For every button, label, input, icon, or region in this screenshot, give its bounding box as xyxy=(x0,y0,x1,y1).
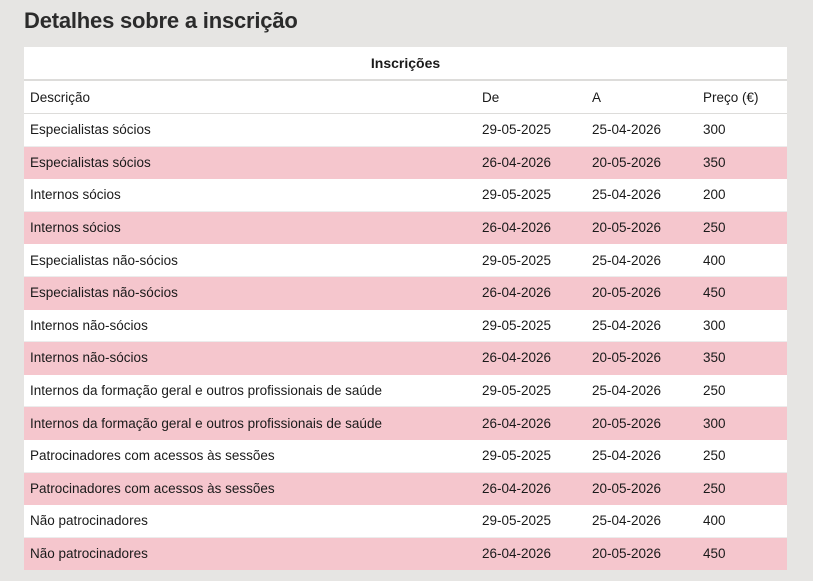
table-header-row xyxy=(24,80,787,114)
cell-to: 25-04-2026 xyxy=(592,187,662,203)
cell-from: 26-04-2026 xyxy=(482,546,552,562)
cell-from: 29-05-2025 xyxy=(482,448,552,464)
table-row xyxy=(24,211,787,244)
cell-to: 20-05-2026 xyxy=(592,546,662,562)
cell-from: 26-04-2026 xyxy=(482,285,552,301)
cell-description: Internos não-sócios xyxy=(30,350,148,366)
cell-description: Não patrocinadores xyxy=(30,513,148,529)
cell-price: 300 xyxy=(703,415,726,431)
cell-description: Especialistas sócios xyxy=(30,154,151,170)
table-row xyxy=(24,309,787,342)
cell-to: 25-04-2026 xyxy=(592,383,662,399)
header-to: A xyxy=(586,80,697,114)
cell-price: 350 xyxy=(703,350,726,366)
cell-price: 300 xyxy=(703,122,726,138)
cell-description: Não patrocinadores xyxy=(30,546,148,562)
cell-price: 250 xyxy=(703,448,726,464)
registration-panel xyxy=(24,47,787,570)
cell-price: 400 xyxy=(703,252,726,268)
cell-description: Patrocinadores com acessos às sessões xyxy=(30,480,275,496)
cell-to: 20-05-2026 xyxy=(592,480,662,496)
cell-price: 250 xyxy=(703,383,726,399)
cell-price: 450 xyxy=(703,285,726,301)
cell-from: 29-05-2025 xyxy=(482,317,552,333)
table-row xyxy=(24,537,787,570)
table-row xyxy=(24,342,787,375)
table-row xyxy=(24,407,787,440)
table-row xyxy=(24,505,787,538)
cell-to: 20-05-2026 xyxy=(592,220,662,236)
cell-price: 250 xyxy=(703,220,726,236)
table-caption: Inscrições xyxy=(24,47,787,80)
cell-description: Internos da formação geral e outros profissionais de saúde xyxy=(30,415,382,431)
page-title: Detalhes sobre a inscrição xyxy=(24,8,298,33)
table-row xyxy=(24,374,787,407)
cell-to: 20-05-2026 xyxy=(592,415,662,431)
table-caption-row xyxy=(24,47,787,80)
cell-from: 29-05-2025 xyxy=(482,383,552,399)
cell-description: Especialistas sócios xyxy=(30,122,151,138)
table-row xyxy=(24,244,787,277)
cell-from: 26-04-2026 xyxy=(482,220,552,236)
cell-to: 25-04-2026 xyxy=(592,317,662,333)
cell-to: 20-05-2026 xyxy=(592,350,662,366)
cell-description: Especialistas não-sócios xyxy=(30,285,178,301)
cell-description: Internos da formação geral e outros profissionais de saúde xyxy=(30,383,382,399)
header-description: Descrição xyxy=(24,80,476,114)
cell-description: Internos sócios xyxy=(30,187,121,203)
cell-from: 26-04-2026 xyxy=(482,415,552,431)
cell-price: 250 xyxy=(703,480,726,496)
table-row xyxy=(24,114,787,147)
cell-description: Patrocinadores com acessos às sessões xyxy=(30,448,275,464)
cell-to: 25-04-2026 xyxy=(592,448,662,464)
table-body xyxy=(24,114,787,570)
table-row xyxy=(24,439,787,472)
cell-to: 25-04-2026 xyxy=(592,252,662,268)
cell-from: 29-05-2025 xyxy=(482,187,552,203)
header-price: Preço (€) xyxy=(697,80,787,114)
table-row xyxy=(24,146,787,179)
table-row xyxy=(24,276,787,309)
cell-price: 200 xyxy=(703,187,726,203)
cell-from: 26-04-2026 xyxy=(482,154,552,170)
cell-to: 20-05-2026 xyxy=(592,154,662,170)
registration-table xyxy=(24,47,787,570)
cell-from: 29-05-2025 xyxy=(482,513,552,529)
cell-description: Internos não-sócios xyxy=(30,317,148,333)
header-from: De xyxy=(476,80,586,114)
cell-price: 400 xyxy=(703,513,726,529)
table-row xyxy=(24,179,787,212)
cell-to: 20-05-2026 xyxy=(592,285,662,301)
cell-from: 26-04-2026 xyxy=(482,350,552,366)
cell-description: Especialistas não-sócios xyxy=(30,252,178,268)
cell-price: 350 xyxy=(703,154,726,170)
cell-price: 450 xyxy=(703,546,726,562)
cell-from: 29-05-2025 xyxy=(482,122,552,138)
table-row xyxy=(24,472,787,505)
cell-to: 25-04-2026 xyxy=(592,122,662,138)
cell-to: 25-04-2026 xyxy=(592,513,662,529)
cell-from: 26-04-2026 xyxy=(482,480,552,496)
cell-description: Internos sócios xyxy=(30,220,121,236)
cell-price: 300 xyxy=(703,317,726,333)
cell-from: 29-05-2025 xyxy=(482,252,552,268)
